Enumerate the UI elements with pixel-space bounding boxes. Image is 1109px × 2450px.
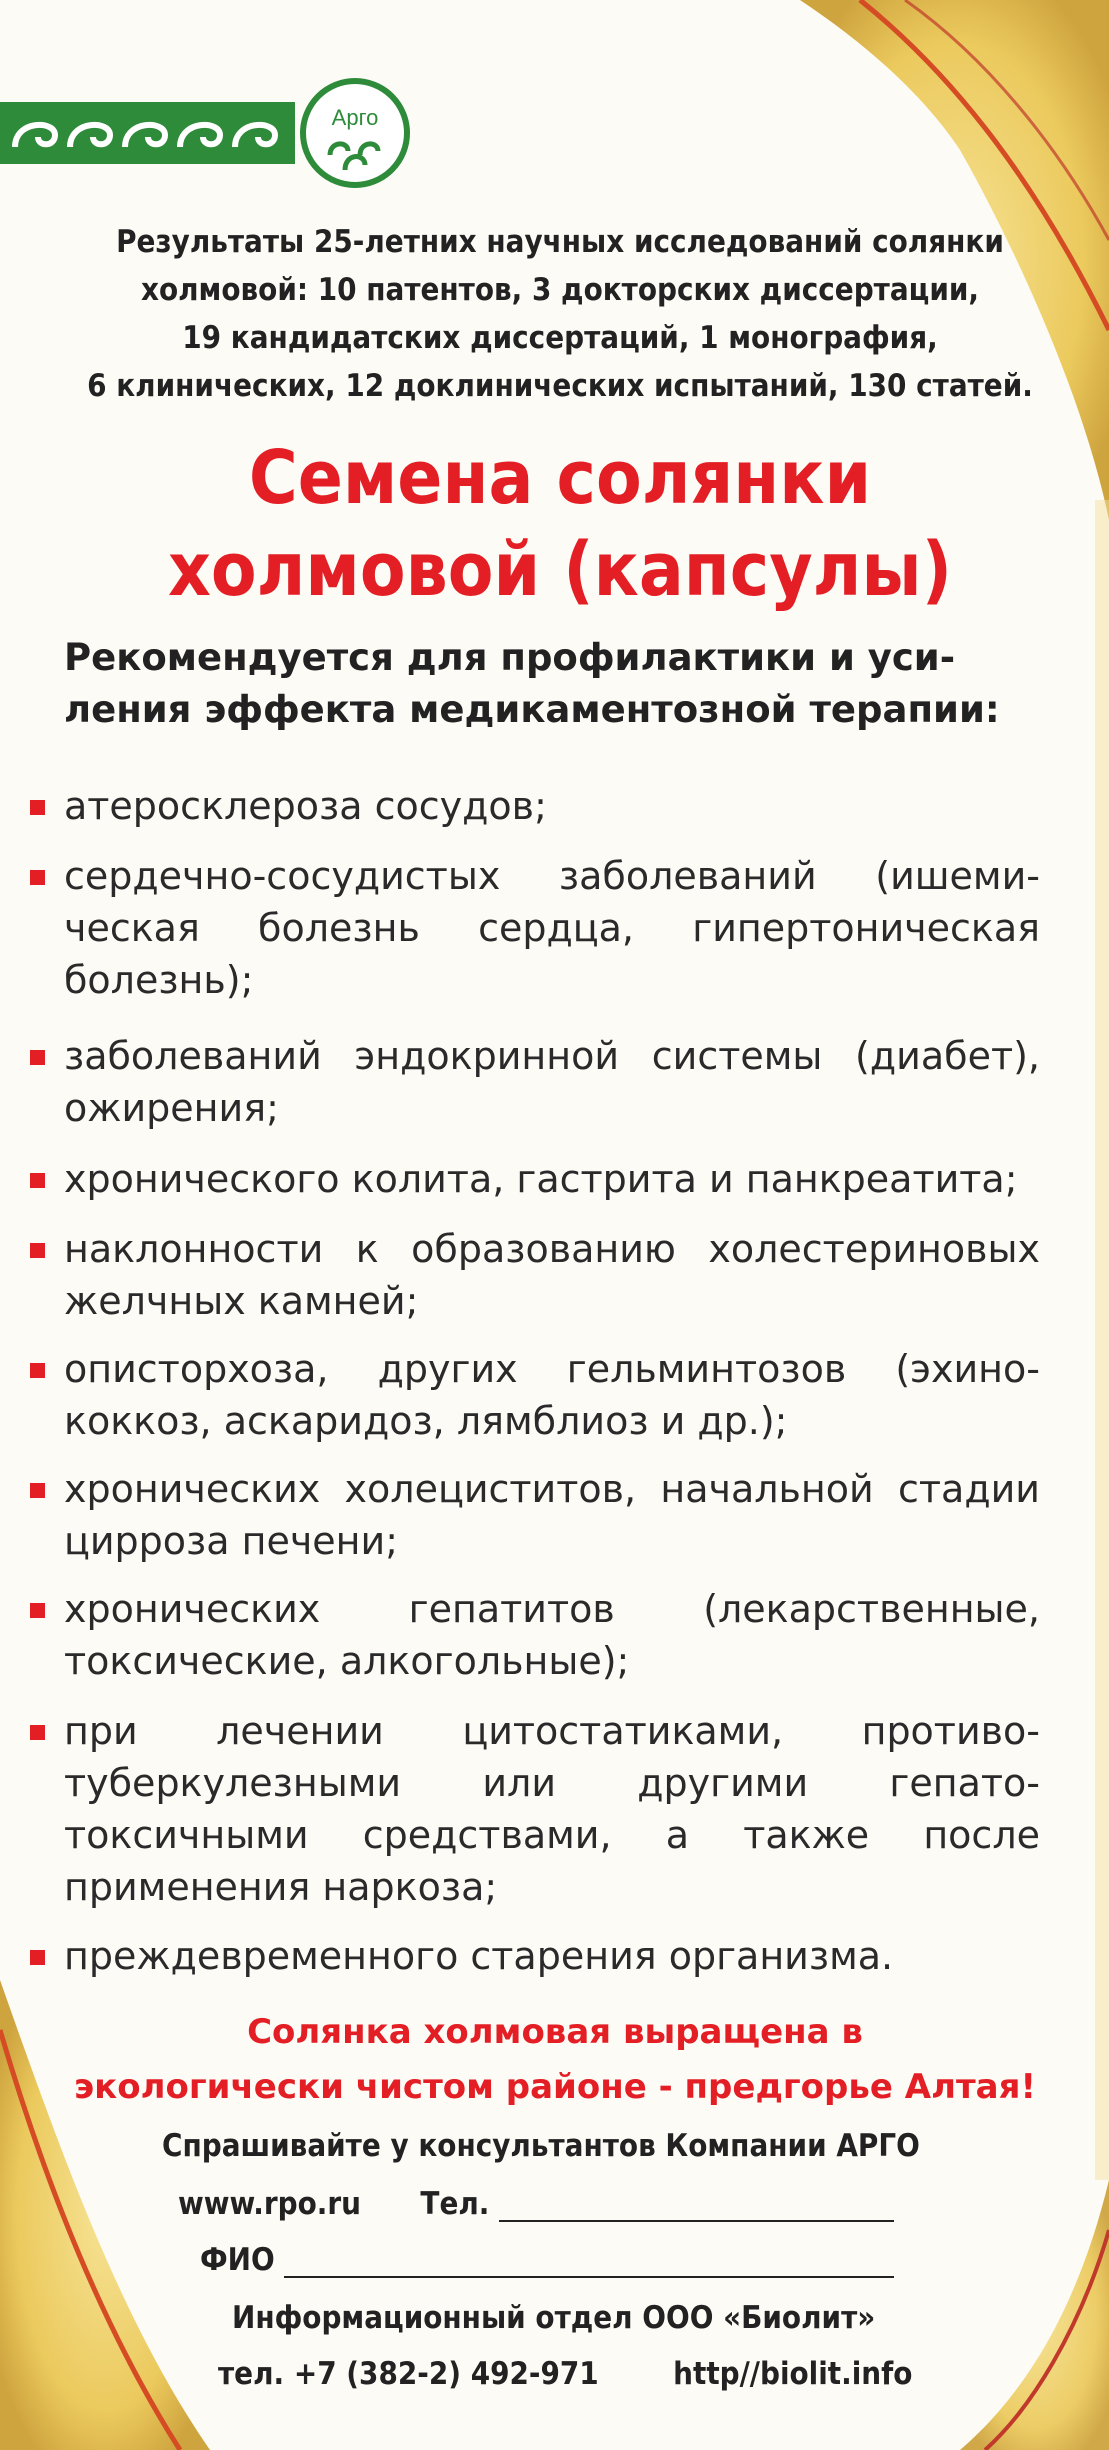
list-item: хронических холециститов, начальной стадии цирроза печени;: [30, 1463, 1040, 1567]
bullet-square-icon: [30, 1363, 45, 1378]
bullet-square-icon: [30, 870, 45, 885]
name-label: ФИО: [200, 2242, 275, 2278]
intro-line: холмовой: 10 патентов, 3 докторских диссертации,: [140, 272, 980, 308]
phone-label: Тел.: [420, 2186, 490, 2222]
page-title: [60, 432, 1060, 616]
origin-line: экологически чистом районе - предгорье Алтая!: [74, 2067, 1036, 2107]
bullet-square-icon: [30, 1950, 45, 1965]
recommendation-heading: [64, 632, 1034, 736]
origin-line: Солянка холмовая выращена в: [247, 2012, 863, 2052]
intro-line: 6 клинических, 12 доклинических испытаний, 130 статей.: [87, 368, 1033, 404]
list-item: описторхоза, других гельминтозов (эхино- коккоз, аскаридоз, лямблиоз и др.);: [30, 1343, 1040, 1447]
list-item: при лечении цитостатиками, противо- туберкулезными или другими гепато- токсичными средствами, а также после применения наркоза;: [30, 1705, 1040, 1913]
list-item: хронического колита, гастрита и панкреатита;: [30, 1153, 1040, 1205]
intro-line: 19 кандидатских диссертаций, 1 монография,: [182, 320, 938, 356]
ask-consultants-text: Спрашивайте у консультантов Компании АРГО: [162, 2128, 920, 2164]
title-line: Семена солянки: [248, 435, 872, 521]
recommend-line: ления эффекта медикаментозной терапии:: [64, 688, 1000, 731]
bullet-square-icon: [30, 800, 45, 815]
list-item: преждевременного старения организма.: [30, 1930, 1040, 1982]
bullet-square-icon: [30, 1725, 45, 1740]
phone-number: тел. +7 (382-2) 492-971: [218, 2356, 599, 2392]
bullet-square-icon: [30, 1050, 45, 1065]
bullet-square-icon: [30, 1173, 45, 1188]
contact-web-row: [178, 2186, 894, 2222]
bullet-square-icon: [30, 1603, 45, 1618]
website-link[interactable]: www.rpo.ru: [178, 2186, 362, 2222]
list-item: атеросклероза сосудов;: [30, 780, 1040, 832]
biolit-site-link[interactable]: http//biolit.info: [673, 2356, 913, 2392]
recommend-line: Рекомендуется для профилактики и уси-: [64, 636, 956, 679]
list-item: наклонности к образованию холестериновых желчных камней;: [30, 1223, 1040, 1327]
info-dept-text: Информационный отдел ООО «Биолит»: [232, 2300, 876, 2336]
intro-line: Результаты 25-летних научных исследований солянки: [116, 224, 1004, 260]
name-row: [200, 2242, 894, 2278]
title-line: холмовой (капсулы): [167, 527, 953, 613]
contact-phone-row: [218, 2356, 912, 2392]
logo-text: Арго: [331, 105, 379, 130]
name-blank-line: [284, 2246, 894, 2278]
list-item: сердечно-сосудистых заболеваний (ишеми- ческая болезнь сердца, гипертоническая болезнь);: [30, 850, 1040, 1006]
list-item: хронических гепатитов (лекарственные, токсические, алкогольные);: [30, 1583, 1040, 1687]
origin-note: [20, 2005, 1090, 2115]
bullet-square-icon: [30, 1483, 45, 1498]
phone-blank-line: [499, 2190, 894, 2222]
bullet-square-icon: [30, 1243, 45, 1258]
research-results-intro: [30, 218, 1090, 410]
list-item: заболеваний эндокринной системы (диабет), ожирения;: [30, 1030, 1040, 1134]
